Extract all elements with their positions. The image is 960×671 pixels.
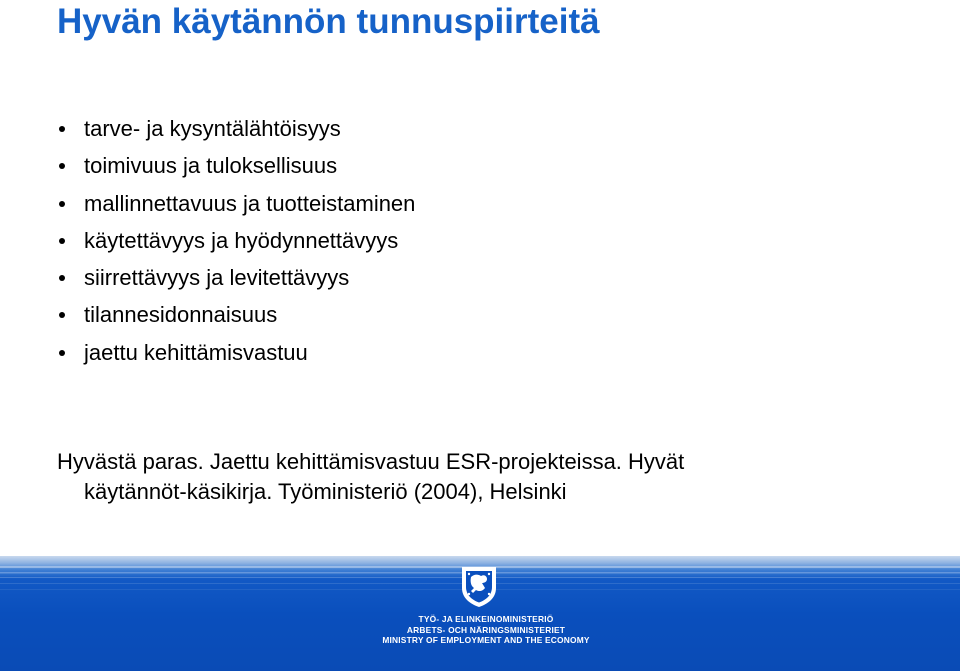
bullet-item: tarve- ja kysyntälähtöisyys [57, 110, 415, 147]
ministry-name-english: MINISTRY OF EMPLOYMENT AND THE ECONOMY [382, 635, 590, 645]
bullet-item: toimivuus ja tuloksellisuus [57, 147, 415, 184]
reference-citation [57, 447, 937, 507]
bullet-item: siirrettävyys ja levitettävyys [57, 259, 415, 296]
ministry-name-swedish: ARBETS- OCH NÄRINGSMINISTERIET [406, 624, 566, 635]
slide-title: Hyvän käytännön tunnuspiirteitä [57, 2, 600, 41]
bullet-item: jaettu kehittämisvastuu [57, 334, 415, 371]
reference-line: käytännöt-käsikirja. Työministeriö (2004), Helsinki [84, 479, 567, 504]
bullet-list [57, 110, 415, 371]
ministry-name-finnish: TYÖ- JA ELINKEINOMINISTERIÖ [418, 614, 554, 624]
bullet-item: käytettävyys ja hyödynnettävyys [57, 222, 415, 259]
reference-line: Hyvästä paras. Jaettu kehittämisvastuu ESR-projekteissa. Hyvät [57, 449, 685, 474]
finnish-lion-coat-of-arms-icon [458, 564, 500, 608]
ministry-banner [0, 556, 960, 671]
bullet-item: mallinnettavuus ja tuotteistaminen [57, 185, 415, 222]
bullet-item: tilannesidonnaisuus [57, 296, 415, 333]
ministry-name [376, 614, 596, 646]
